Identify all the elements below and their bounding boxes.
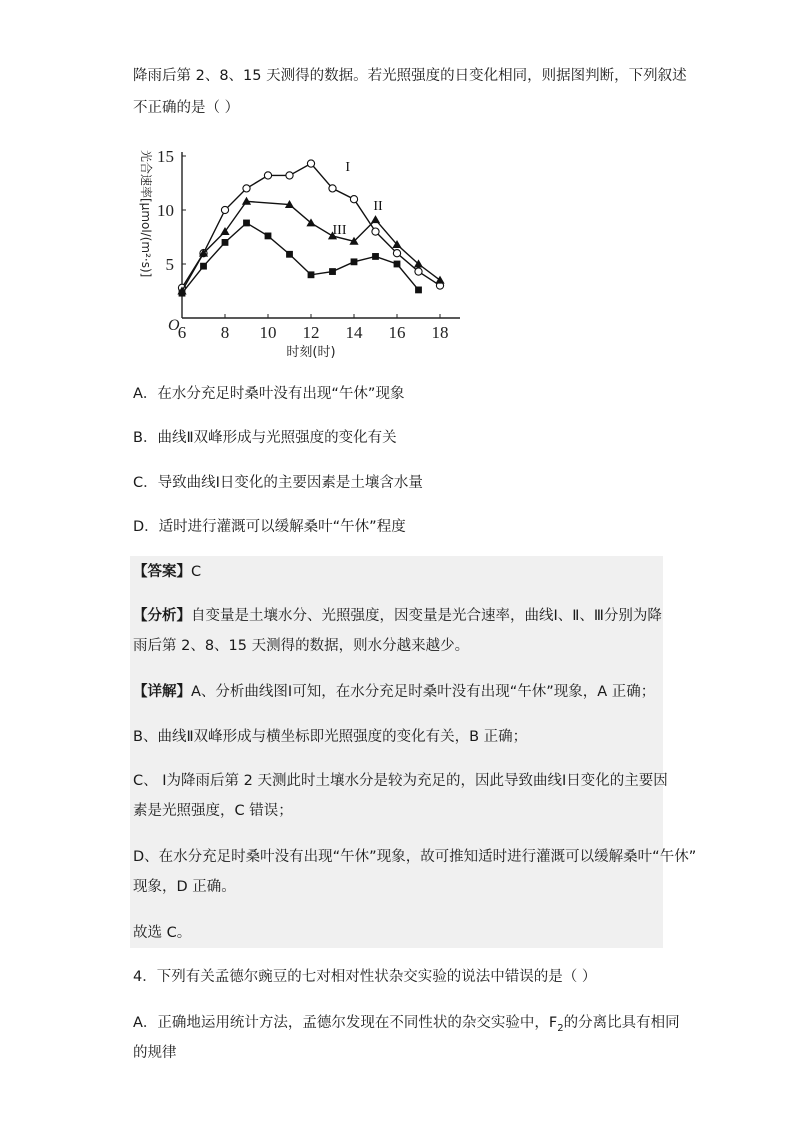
data-point-I [221,206,228,213]
detail-line-a [133,682,655,702]
chart-labels [139,147,449,360]
y-tick-label: 5 [165,255,174,274]
data-point-III [265,233,272,240]
data-point-II [435,276,444,284]
analysis-line2: 雨后第 2、8、15 天测得的数据，则水分越来越少。 [133,638,470,654]
conclusion-line: 故选 C。 [133,925,192,941]
q4-a-sub: 2 [557,1022,564,1034]
data-point-II [242,197,251,205]
answer-label: 【答案】 [133,564,191,580]
detail-label: 【详解】 [133,684,191,700]
data-point-III [329,268,336,275]
x-axis-label: 时刻(时) [286,345,336,360]
question4-option-a-line1 [133,1013,680,1039]
data-point-III [286,251,293,258]
detail-line-d1: D、在水分充足时桑叶没有出现“午休”现象，故可推知适时进行灌溉可以缓解桑叶“午休” [133,849,697,865]
data-point-I [329,185,336,192]
photosynthesis-chart [130,140,460,360]
detail-text-a: A、分析曲线图Ⅰ可知，在水分充足时桑叶没有出现“午休”现象，A 正确； [191,684,656,700]
data-point-I [372,228,379,235]
y-axis-label: 光合速率[μmol/(m²·s)] [139,150,153,278]
series-line-III [182,223,419,293]
x-tick-label: 12 [302,323,320,342]
option-d: D．适时进行灌溉可以缓解桑叶“午休”程度 [133,519,406,535]
data-point-III [351,258,358,265]
data-point-III [179,290,186,297]
q4-a-post: 的分离比具有相同 [563,1015,680,1031]
x-tick-label: 8 [220,323,230,342]
analysis-label: 【分析】 [133,608,191,624]
x-tick-label: 10 [259,323,277,342]
y-tick-label: 15 [157,147,174,166]
detail-line-c2: 素是光照强度，C 错误； [133,803,293,819]
series-label-I: I [345,160,351,176]
data-point-III [243,220,250,227]
data-point-I [243,185,250,192]
data-point-I [393,250,400,257]
chart-series [177,160,444,297]
question4-option-a-line2: 的规律 [133,1045,177,1061]
x-tick-label: 16 [388,323,406,342]
detail-line-d2: 现象，D 正确。 [133,879,236,895]
data-point-I [307,160,314,167]
question-intro-line2: 不正确的是（ ） [133,100,240,116]
detail-line-c1: C、 Ⅰ为降雨后第 2 天测此时土壤水分是较为充足的，因此导致曲线Ⅰ日变化的主要因 [133,773,668,789]
data-point-III [415,287,422,294]
x-tick-label: 6 [177,323,187,342]
data-point-I [286,172,293,179]
option-c: C．导致曲线Ⅰ日变化的主要因素是土壤含水量 [133,475,423,491]
option-b: B．曲线Ⅱ双峰形成与光照强度的变化有关 [133,430,397,446]
answer-value: C [191,564,202,580]
data-point-I [415,268,422,275]
q4-a-pre: A．正确地运用统计方法，孟德尔发现在不同性状的杂交实验中，F [133,1015,558,1031]
data-point-III [308,271,315,278]
x-tick-label: 14 [345,323,363,342]
data-point-I [350,196,357,203]
data-point-I [264,172,271,179]
series-label-II: II [373,199,383,214]
answer-line [133,562,201,582]
data-point-III [394,261,401,268]
option-a: A．在水分充足时桑叶没有出现“午休”现象 [133,386,405,402]
detail-line-b: B、曲线Ⅱ双峰形成与横坐标即光照强度的变化有关，B 正确； [133,729,528,745]
data-point-III [372,253,379,260]
analysis-line1 [133,606,662,626]
data-point-III [200,263,207,270]
origin-label: O [168,317,180,334]
series-label-III: III [332,222,347,238]
question-intro-line1: 降雨后第 2、8、15 天测得的数据。若光照强度的日变化相同，则据图判断，下列叙述 [133,68,687,84]
question4-stem: 4．下列有关孟德尔豌豆的七对相对性状杂交实验的说法中错误的是（ ） [133,969,597,985]
analysis-text-1: 自变量是土壤水分、光照强度，因变量是光合速率，曲线Ⅰ、Ⅱ、Ⅲ分别为降 [191,608,662,624]
data-point-III [222,239,229,246]
data-point-II [371,215,380,223]
x-tick-label: 18 [431,323,449,342]
y-tick-label: 10 [157,201,174,220]
